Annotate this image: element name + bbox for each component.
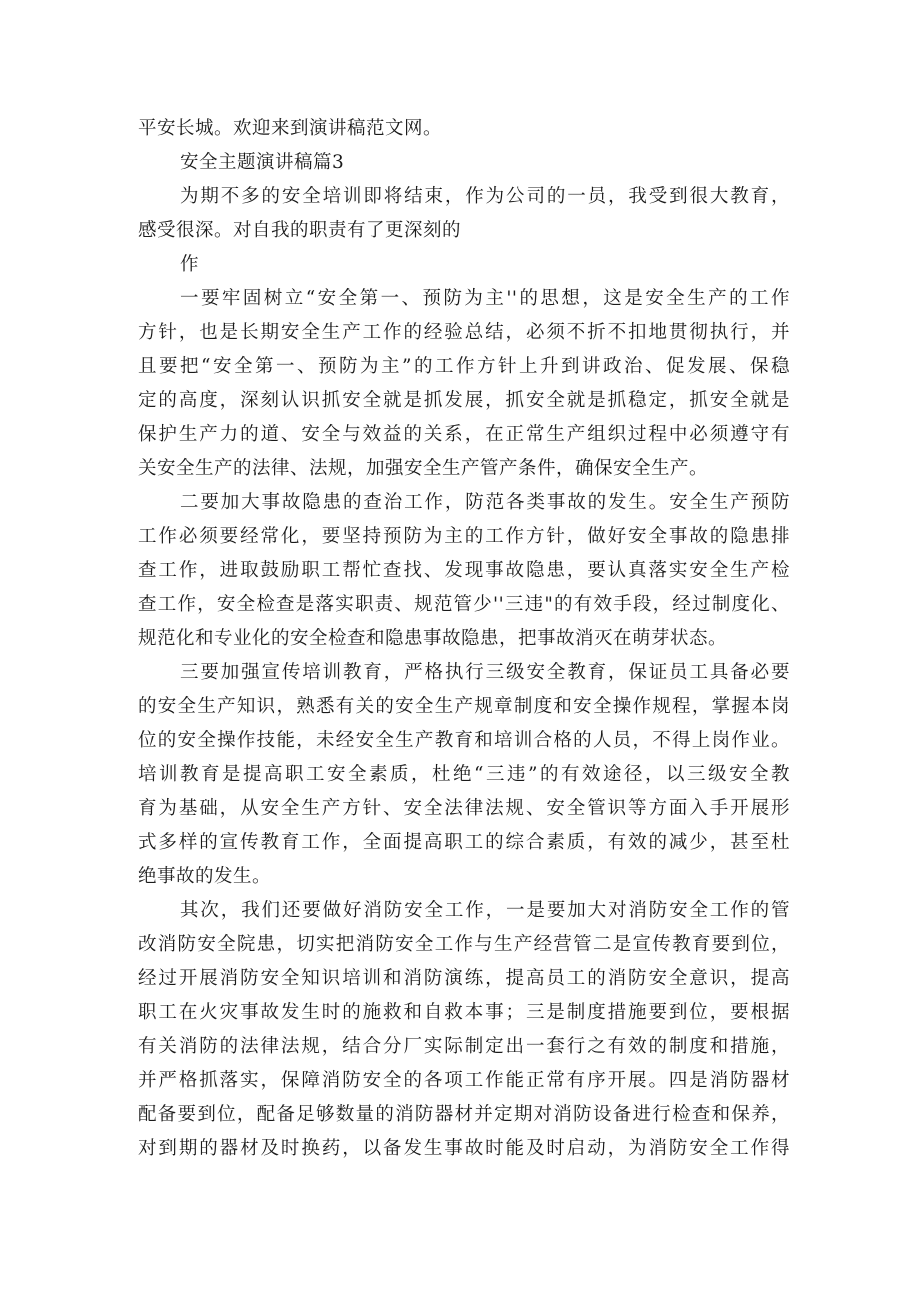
document-body xyxy=(138,112,790,1166)
text-line: 绝事故的发生。 xyxy=(138,866,272,887)
text-line: 方针，也是长期安全生产工作的经验总结，必须不折不扣地贯彻执行，并 xyxy=(138,322,790,343)
text-line: 改消防安全院患，切实把消防安全工作与生产经营管二是宣传教育要到位， xyxy=(138,934,790,955)
text-line: 对到期的器材及时换药，以备发生事故时能及时启动，为消防安全工作得 xyxy=(138,1138,790,1159)
text-line: 其次，我们还要做好消防安全工作，一是要加大对消防安全工作的管 xyxy=(180,900,790,921)
text-line: 二要加大事故隐患的查治工作，防范各类事故的发生。安全生产预防 xyxy=(180,492,790,513)
text-line: 育为基础，从安全生产方针、安全法律法规、安全管识等方面入手开展形 xyxy=(138,798,790,819)
text-line: 经过开展消防安全知识培训和消防演练，提高员工的消防安全意识，提高 xyxy=(138,968,790,989)
text-line: 并严格抓落实，保障消防安全的各项工作能正常有序开展。四是消防器材 xyxy=(138,1070,790,1091)
text-line: 职工在火灾事故发生时的施救和自救本事；三是制度措施要到位，要根据 xyxy=(138,1002,790,1023)
text-line: 的安全生产知识，熟悉有关的安全生产规章制度和安全操作规程，掌握本岗 xyxy=(138,696,790,717)
text-line: 定的高度，深刻认识抓安全就是抓发展，抓安全就是抓稳定，抓安全就是 xyxy=(138,390,790,411)
text-line: 培训教育是提高职工安全素质，杜绝“三违”的有效途径，以三级安全教 xyxy=(138,764,790,785)
text-line: 工作必须要经常化，要坚持预防为主的工作方针，做好安全事故的隐患排 xyxy=(138,526,790,547)
section-heading: 安全主题演讲稿篇3 xyxy=(180,152,345,173)
text-line: 有关消防的法律法规，结合分厂实际制定出一套行之有效的制度和措施， xyxy=(138,1036,790,1057)
text-line: 三要加强宣传培训教育，严格执行三级安全教育，保证员工具备必要 xyxy=(180,662,790,683)
text-line: 作 xyxy=(180,254,200,275)
text-line: 感受很深。对自我的职责有了更深刻的 xyxy=(138,220,462,241)
text-line: 关安全生产的法律、法规，加强安全生产管产条件，确保安全生产。 xyxy=(138,458,709,479)
text-line: 且要把“安全第一、预防为主”的工作方针上升到讲政治、促发展、保稳 xyxy=(138,356,790,377)
text-line: 配备要到位，配备足够数量的消防器材并定期对消防设备进行检查和保养， xyxy=(138,1104,790,1125)
text-line: 为期不多的安全培训即将结束，作为公司的一员，我受到很大教育， xyxy=(180,186,790,207)
text-line: 位的安全操作技能，未经安全生产教育和培训合格的人员，不得上岗作业。 xyxy=(138,730,790,751)
text-line: 一要牢固树立“安全第一、预防为主''的思想，这是安全生产的工作 xyxy=(180,288,790,309)
text-line: 平安长城。欢迎来到演讲稿范文网。 xyxy=(138,118,443,139)
text-line: 式多样的宣传教育工作，全面提高职工的综合素质，有效的减少，甚至杜 xyxy=(138,832,790,853)
text-line: 规范化和专业化的安全检查和隐患事故隐患，把事故消灭在萌芽状态。 xyxy=(138,628,728,649)
text-line: 查工作，进取鼓励职工帮忙查找、发现事故隐患，要认真落实安全生产检 xyxy=(138,560,790,581)
text-line: 查工作，安全检查是落实职责、规范管少''三违"的有效手段，经过制度化、 xyxy=(138,594,790,615)
text-line: 保护生产力的道、安全与效益的关系，在正常生产组织过程中必须遵守有 xyxy=(138,424,790,445)
